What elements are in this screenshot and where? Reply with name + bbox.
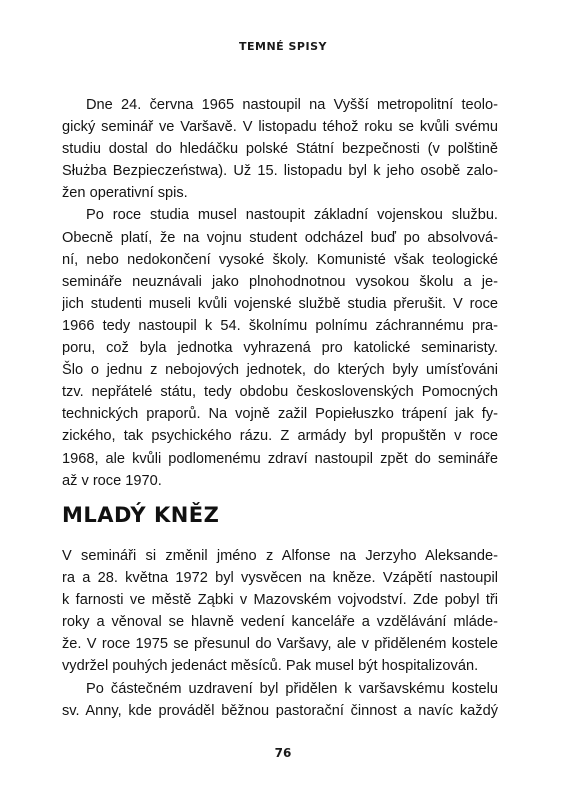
body-line: Po roce studia musel nastoupit základní vojenskou službu.: [86, 207, 498, 224]
body-line: Dne 24. června 1965 nastoupil na Vyšší metropolitní teolo-: [86, 97, 498, 113]
body-line: tzv. nepřátelé státu, tedy obdobu československých Pomocných: [62, 384, 498, 401]
body-line: semináře neuznávali jako plnohodnotnou vysokou školu a je-: [62, 273, 498, 290]
running-head: TEMNÉ SPISY: [239, 40, 327, 53]
body-line: žen operativní spis.: [62, 185, 188, 202]
body-line: roky a věnoval se hlavně vedení kanceláře a vzdělávání mláde-: [62, 614, 498, 631]
body-line: Po částečném uzdravení byl přidělen k varšavskému kostelu: [86, 680, 498, 697]
section-body: [62, 545, 498, 722]
section-body: [62, 94, 498, 492]
body-line: k farnosti ve městě Ząbki v Mazovském vojvodství. Zde pobyl tři: [62, 592, 498, 609]
body-line: gický seminář ve Varšavě. V listopadu téhož roku se kvůli svému: [62, 119, 498, 136]
body-line: vydržel pouhých jedenáct měsíců. Pak musel být hospitalizován.: [62, 658, 479, 675]
body-line: technických praporů. Na vojně zažil Popiełuszko trápení jak fy-: [62, 406, 498, 423]
body-line: V semináři si změnil jméno z Alfonse na Jerzyho Aleksande-: [62, 548, 498, 564]
body-line: studiu dostal do hledáčku polské Státní bezpečnosti (v polštině: [62, 141, 498, 158]
body-line: že. V roce 1975 se přesunul do Varšavy, ale v přiděleném kostele: [62, 636, 498, 653]
page-number: 76: [274, 746, 292, 760]
body-line: zického, tak psychického rázu. Z armády byl propuštěn v roce: [62, 428, 498, 445]
body-line: 1966 tedy nastoupil k 54. školnímu polnímu záchrannému pra-: [62, 317, 498, 334]
body-line: poru, což byla jednotka vyhrazená pro katolické seminaristy.: [62, 340, 498, 357]
body-line: Służba Bezpieczeństwa). Už 15. listopadu byl k jeho osobě zalo-: [62, 163, 498, 180]
body-line: Obecně platí, že na vojnu student odcházel buď po absolvová-: [62, 229, 498, 246]
body-line: ra a 28. května 1972 byl vysvěcen na kněze. Vzápětí nastoupil: [62, 570, 498, 587]
body-line: ní, nebo nedokončení vysoké školy. Komunisté však teologické: [62, 251, 498, 268]
body-line: až v roce 1970.: [62, 472, 162, 489]
body-line: jich studenti museli kvůli vojenské službě studia přerušit. V roce: [62, 295, 498, 312]
body-line: Šlo o jednu z nebojových jednotek, do kterých byly umísťováni: [62, 362, 498, 379]
body-line: sv. Anny, kde prováděl běžnou pastorační činnost a navíc každý: [62, 702, 498, 719]
body-line: 1968, ale kvůli podlomenému zdraví nastoupil zpět do semináře: [62, 450, 498, 467]
section-heading: MLADÝ KNĚZ: [62, 503, 220, 527]
